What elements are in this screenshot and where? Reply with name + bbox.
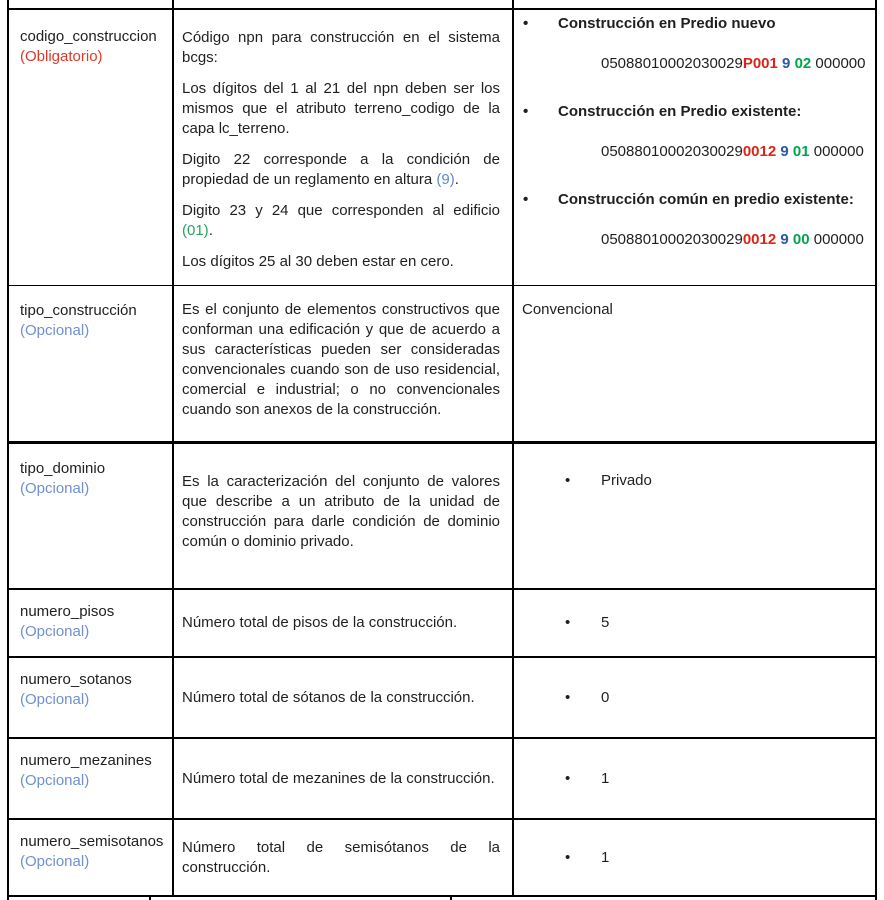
field-name: numero_pisos <box>20 603 115 620</box>
field-requirement: (Opcional) <box>20 691 90 708</box>
field-requirement: (Opcional) <box>20 772 90 789</box>
text-segment: Número total de sótanos de la construcción. <box>182 688 475 706</box>
text-segment: Código npn para construcción en el sistema bcgs: <box>182 29 500 66</box>
text-segment: . <box>454 171 459 188</box>
examples-cell <box>514 10 875 285</box>
description-cell <box>174 10 514 285</box>
example-bullet-item <box>520 14 871 34</box>
description-paragraph <box>182 252 500 272</box>
attribute-table <box>7 0 877 900</box>
example-bullet-item <box>522 688 871 708</box>
description-cell <box>174 286 514 441</box>
field-cell <box>9 739 174 818</box>
highlighted-text: 00 <box>792 231 810 248</box>
example-bullet-item <box>522 769 871 789</box>
example-value: Convencional <box>522 301 613 318</box>
example-bullet-item <box>522 613 871 633</box>
description-cell <box>174 739 514 818</box>
field-cell <box>9 444 174 588</box>
example-label: Construcción en Predio nuevo <box>558 15 776 32</box>
bullet-icon: • <box>565 769 571 787</box>
bullet-icon: • <box>523 103 529 120</box>
text-segment: Los dígitos del 1 al 21 del npn deben ser los mismos que el atributo terreno_codigo de la capa lc_terreno. <box>182 80 500 137</box>
table-row <box>7 285 877 441</box>
text-segment: Digito 22 corresponde a la condición de propiedad de un reglamento en altura <box>182 151 500 188</box>
example-bullet-item <box>522 471 871 491</box>
text-segment: Digito 23 y 24 que corresponden al edificio <box>182 202 500 219</box>
description-paragraph <box>182 79 500 139</box>
text-segment: . <box>208 222 213 239</box>
text-segment: Es el conjunto de elementos constructivos que conforman una edificación y que de acuerdo a sus características pueden ser consideradas convencionales cuando son de uso residencial, comercial e industrial; o no convencionales cuando son anexos de la construcción. <box>182 301 500 418</box>
examples-cell <box>514 739 875 818</box>
highlighted-text: 0012 <box>742 231 777 248</box>
text-segment: 05088010002030029 <box>601 55 743 72</box>
table-row <box>7 737 877 818</box>
text-segment: Número total de mezanines de la construcción. <box>182 769 495 787</box>
table-row <box>7 8 877 285</box>
table-row-partial-top <box>7 0 877 8</box>
examples-cell <box>514 658 875 737</box>
field-cell <box>9 286 174 441</box>
examples-cell <box>514 590 875 656</box>
text-segment: Número total de pisos de la construcción. <box>182 614 458 631</box>
example-label: Construcción común en predio existente: <box>558 191 854 208</box>
example-bullet-item <box>520 102 871 122</box>
highlighted-text: P001 <box>742 55 778 72</box>
text-segment: 000000 <box>809 231 864 248</box>
examples-cell <box>514 0 875 8</box>
field-requirement: (Obligatorio) <box>20 48 103 65</box>
bullet-icon: • <box>565 688 571 706</box>
bullet-icon: • <box>523 15 529 32</box>
example-bullet-item <box>520 190 871 210</box>
example-label: 0 <box>601 688 610 706</box>
example-label: 5 <box>601 614 610 631</box>
example-label: 1 <box>601 848 610 866</box>
table-row <box>7 441 877 588</box>
description-paragraph <box>182 300 500 420</box>
field-cell <box>9 590 174 656</box>
highlighted-text: 0012 <box>742 143 777 160</box>
highlighted-text: 9 <box>782 55 791 72</box>
examples-cell <box>514 820 875 895</box>
description-paragraph <box>182 472 500 552</box>
highlighted-text: 9 <box>780 231 789 248</box>
field-requirement: (Opcional) <box>20 853 90 870</box>
description-cell <box>174 0 514 8</box>
field-cell <box>9 10 174 285</box>
examples-cell <box>514 444 875 588</box>
field-name: numero_mezanines <box>20 752 152 769</box>
bullet-icon: • <box>523 191 529 208</box>
highlighted-text: (9) <box>436 171 455 188</box>
description-cell <box>174 658 514 737</box>
example-bullet-item <box>522 848 871 868</box>
example-label: Construcción en Predio existente: <box>558 103 802 120</box>
field-cell <box>9 820 174 895</box>
field-name: tipo_construcción <box>20 302 137 319</box>
highlighted-text: 02 <box>794 55 812 72</box>
description-paragraph <box>182 769 500 789</box>
text-segment: Los dígitos 25 al 30 deben estar en cero. <box>182 253 454 270</box>
bullet-icon: • <box>565 472 571 489</box>
field-requirement: (Opcional) <box>20 322 90 339</box>
text-segment: 05088010002030029 <box>601 143 743 160</box>
description-paragraph <box>182 28 500 68</box>
table-row <box>7 656 877 737</box>
field-name: numero_sotanos <box>20 671 132 688</box>
field-requirement: (Opcional) <box>20 623 90 640</box>
description-cell <box>174 590 514 656</box>
highlighted-text: 01 <box>792 143 810 160</box>
npn-code <box>520 142 871 162</box>
highlighted-text: 9 <box>780 143 789 160</box>
bullet-icon: • <box>565 614 571 631</box>
field-name: codigo_construccion <box>20 28 157 45</box>
field-name: numero_semisotanos <box>20 833 164 850</box>
description-cell <box>174 820 514 895</box>
highlighted-text: (01) <box>182 222 209 239</box>
description-paragraph <box>182 150 500 190</box>
table-row <box>7 588 877 656</box>
field-cell <box>9 658 174 737</box>
example-label: Privado <box>601 472 652 489</box>
npn-code <box>520 54 871 74</box>
description-paragraph <box>182 838 500 878</box>
description-paragraph <box>182 688 500 708</box>
example-label: 1 <box>601 769 610 787</box>
text-segment: 000000 <box>811 55 866 72</box>
table-row <box>7 818 877 895</box>
examples-cell <box>514 286 875 441</box>
description-paragraph <box>182 201 500 241</box>
text-segment: Es la caracterización del conjunto de valores que describe a un atributo de la unidad de construcción para darle condición de dominio común o dominio privado. <box>182 473 500 550</box>
text-segment: 000000 <box>809 143 864 160</box>
npn-code <box>520 230 871 250</box>
text-segment: Número total de semisótanos de la construcción. <box>182 838 500 876</box>
description-cell <box>174 444 514 588</box>
field-name: tipo_dominio <box>20 460 106 477</box>
bullet-icon: • <box>565 848 571 866</box>
field-cell <box>9 0 174 8</box>
text-segment: 05088010002030029 <box>601 231 743 248</box>
description-paragraph <box>182 613 500 633</box>
field-requirement: (Opcional) <box>20 480 90 497</box>
table-row-partial-bottom <box>7 895 877 900</box>
